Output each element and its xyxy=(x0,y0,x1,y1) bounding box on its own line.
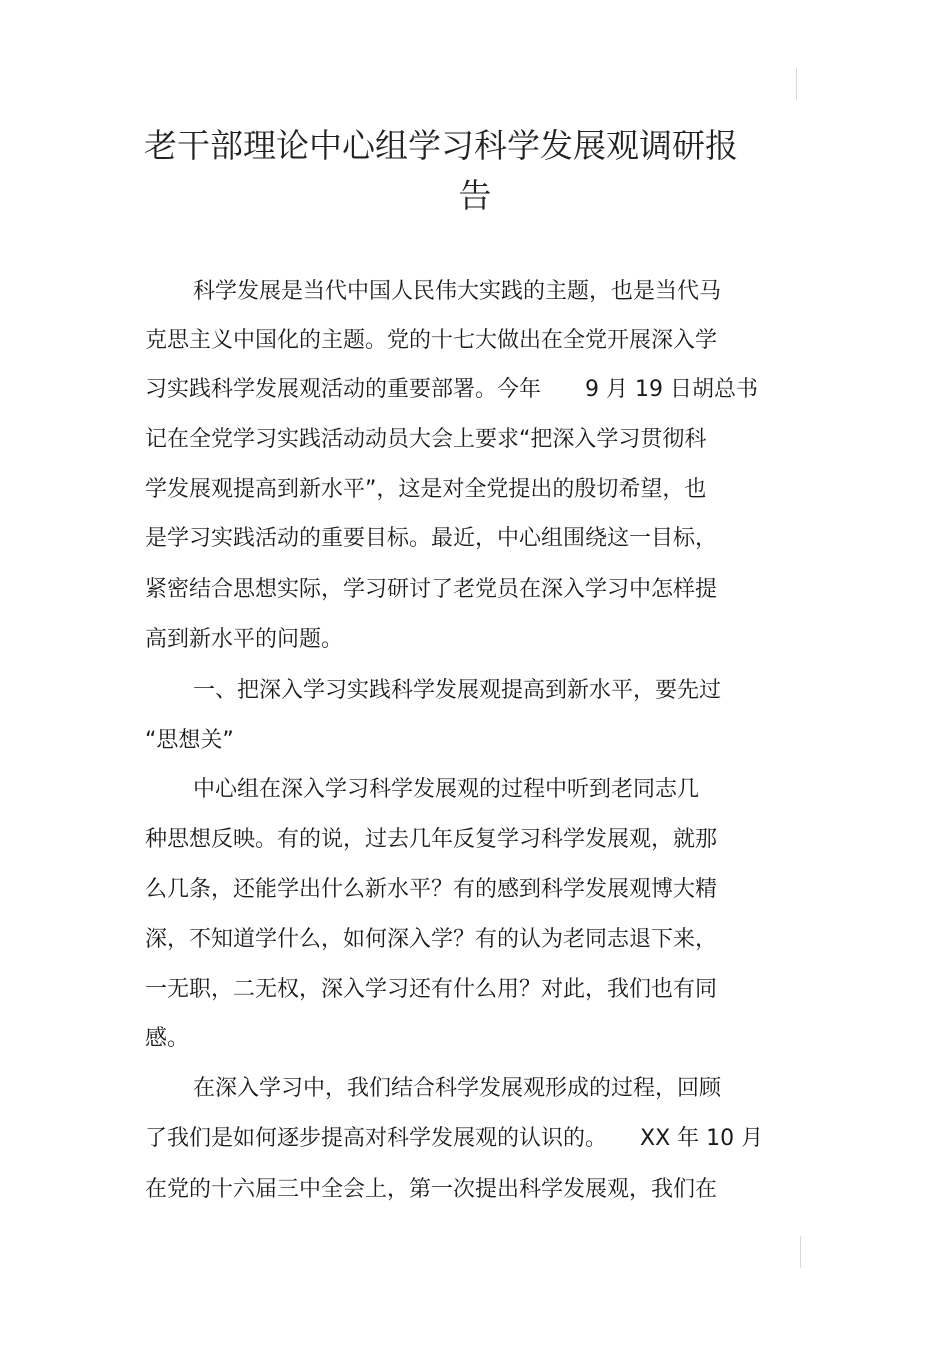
paragraph-line: 是学习实践活动的重要目标。最近，中心组围绕这一目标， xyxy=(145,526,718,551)
paragraph-line: 习实践科学发展观活动的重要部署。今年 9 月 19 日胡总书 xyxy=(145,377,758,402)
document-title-line-1: 老干部理论中心组学习科学发展观调研报 xyxy=(144,126,738,165)
paragraph-line: 了我们是如何逐步提高对科学发展观的认识的。 XX 年 10 月 xyxy=(145,1126,764,1151)
paragraph-line: 感。 xyxy=(145,1026,190,1051)
paragraph-line: 科学发展是当代中国人民伟大实践的主题，也是当代马 xyxy=(193,279,722,304)
paragraph-line: 在深入学习中，我们结合科学发展观形成的过程，回顾 xyxy=(193,1076,722,1101)
paragraph-line: 中心组在深入学习科学发展观的过程中听到老同志几 xyxy=(193,777,700,802)
page-corner-mark-top xyxy=(796,68,797,100)
paragraph-line: 紧密结合思想实际，学习研讨了老党员在深入学习中怎样提 xyxy=(145,577,718,602)
section-heading-line: 一、把深入学习实践科学发展观提高到新水平，要先过 xyxy=(193,678,722,703)
paragraph-line: 记在全党学习实践活动动员大会上要求“把深入学习贯彻科 xyxy=(145,427,707,452)
paragraph-line: 高到新水平的问题。 xyxy=(145,627,344,652)
paragraph-line: 么几条，还能学出什么新水平？有的感到科学发展观博大精 xyxy=(145,877,718,902)
paragraph-line: 种思想反映。有的说，过去几年反复学习科学发展观，就那 xyxy=(145,827,718,852)
page-corner-mark-bottom xyxy=(800,1236,801,1268)
paragraph-line: 深，不知道学什么，如何深入学？有的认为老同志退下来， xyxy=(145,927,718,952)
document-title-line-2: 告 xyxy=(458,176,492,215)
paragraph-line: 在党的十六届三中全会上，第一次提出科学发展观，我们在 xyxy=(145,1177,718,1202)
paragraph-line: 一无职，二无权，深入学习还有什么用？对此，我们也有同 xyxy=(145,977,718,1002)
section-heading-line: “思想关” xyxy=(145,728,234,753)
paragraph-line: 克思主义中国化的主题。党的十七大做出在全党开展深入学 xyxy=(145,328,718,353)
paragraph-line: 学发展观提高到新水平”，这是对全党提出的殷切希望，也 xyxy=(145,477,707,502)
